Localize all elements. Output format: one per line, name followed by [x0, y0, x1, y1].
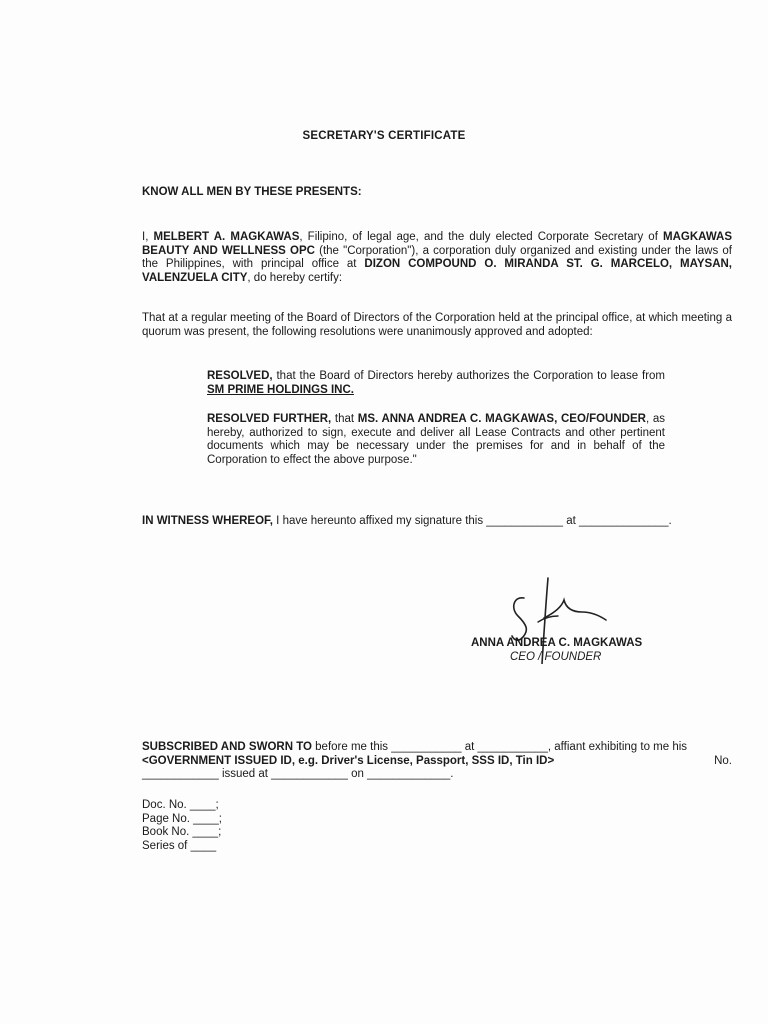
doc-no: Doc. No. ____;	[142, 799, 219, 811]
principal-address: DIZON COMPOUND O. MIRANDA ST. G. MARCELO, MAYSAN, VALENZUELA CITY	[142, 258, 733, 284]
page-no: Page No. ____;	[142, 812, 222, 825]
para1-text-1: , Filipino, of legal age, and the duly elected Corporate Secretary of	[299, 231, 664, 243]
signatory-name: ANNA ANDREA C. MAGKAWAS	[471, 637, 643, 649]
document-title: SECRETARY'S CERTIFICATE	[302, 130, 466, 142]
resolved-further-label: RESOLVED FURTHER,	[207, 413, 332, 425]
resolution-2-text-1: that	[331, 413, 358, 425]
certification-paragraph	[142, 231, 732, 285]
resolution-1-text: that the Board of Directors hereby authorizes the Corporation to lease from	[272, 370, 665, 382]
witness-clause	[142, 515, 672, 527]
meeting-paragraph: That at a regular meeting of the Board of Directors of the Corporation held at the principal office, at which meeting a quorum was present, the following resolutions were unanimously approved and adopted:	[142, 312, 732, 338]
company-name: MAGKAWAS BEAUTY AND WELLNESS OPC	[142, 231, 733, 257]
witness-label: IN WITNESS WHEREOF,	[142, 515, 273, 527]
id-no-label: No.	[714, 754, 732, 767]
jurat-line-2	[142, 755, 732, 769]
para1-text-3: , do hereby certify:	[247, 271, 343, 284]
know-all-heading: KNOW ALL MEN BY THESE PRESENTS:	[142, 186, 362, 198]
authorized-person: MS. ANNA ANDREA C. MAGKAWAS, CEO/FOUNDER	[357, 413, 646, 425]
lessor-name: SM PRIME HOLDINGS INC.	[207, 383, 354, 396]
para1-i: I,	[142, 231, 154, 243]
signatory-title: CEO / FOUNDER	[510, 651, 602, 663]
series-of: Series of ____	[142, 840, 217, 853]
jurat-line-3: ____________ issued at ____________ on _____________.	[142, 768, 454, 780]
para1-text-2: (the "Corporation"), a corporation duly organized and existing under the laws of the Philippines, with principal office at	[142, 244, 732, 270]
government-id-text: <GOVERNMENT ISSUED ID, e.g. Driver's License, Passport, SSS ID, Tin ID>	[142, 754, 555, 767]
jurat-block	[142, 741, 732, 782]
resolution-1	[207, 370, 665, 397]
jurat-line-1	[142, 741, 732, 755]
notarial-register	[142, 799, 222, 854]
resolution-2	[207, 413, 665, 467]
resolution-2-text-2: , as hereby, authorized to sign, execute and deliver all Lease Contracts and other pertinent documents which may be necessary under the premises for and in behalf of the Corporation to effect the above purpose."	[207, 413, 665, 466]
secretary-name: MELBERT A. MAGKAWAS	[153, 231, 300, 243]
jurat-text-1: before me this ___________ at ___________, affiant exhibiting to me his	[311, 741, 688, 753]
sworn-label: SUBSCRIBED AND SWORN TO	[142, 741, 312, 753]
resolved-label: RESOLVED,	[207, 370, 273, 382]
witness-text: I have hereunto affixed my signature this ____________ at ______________.	[272, 515, 672, 527]
book-no: Book No. ____;	[142, 826, 222, 839]
